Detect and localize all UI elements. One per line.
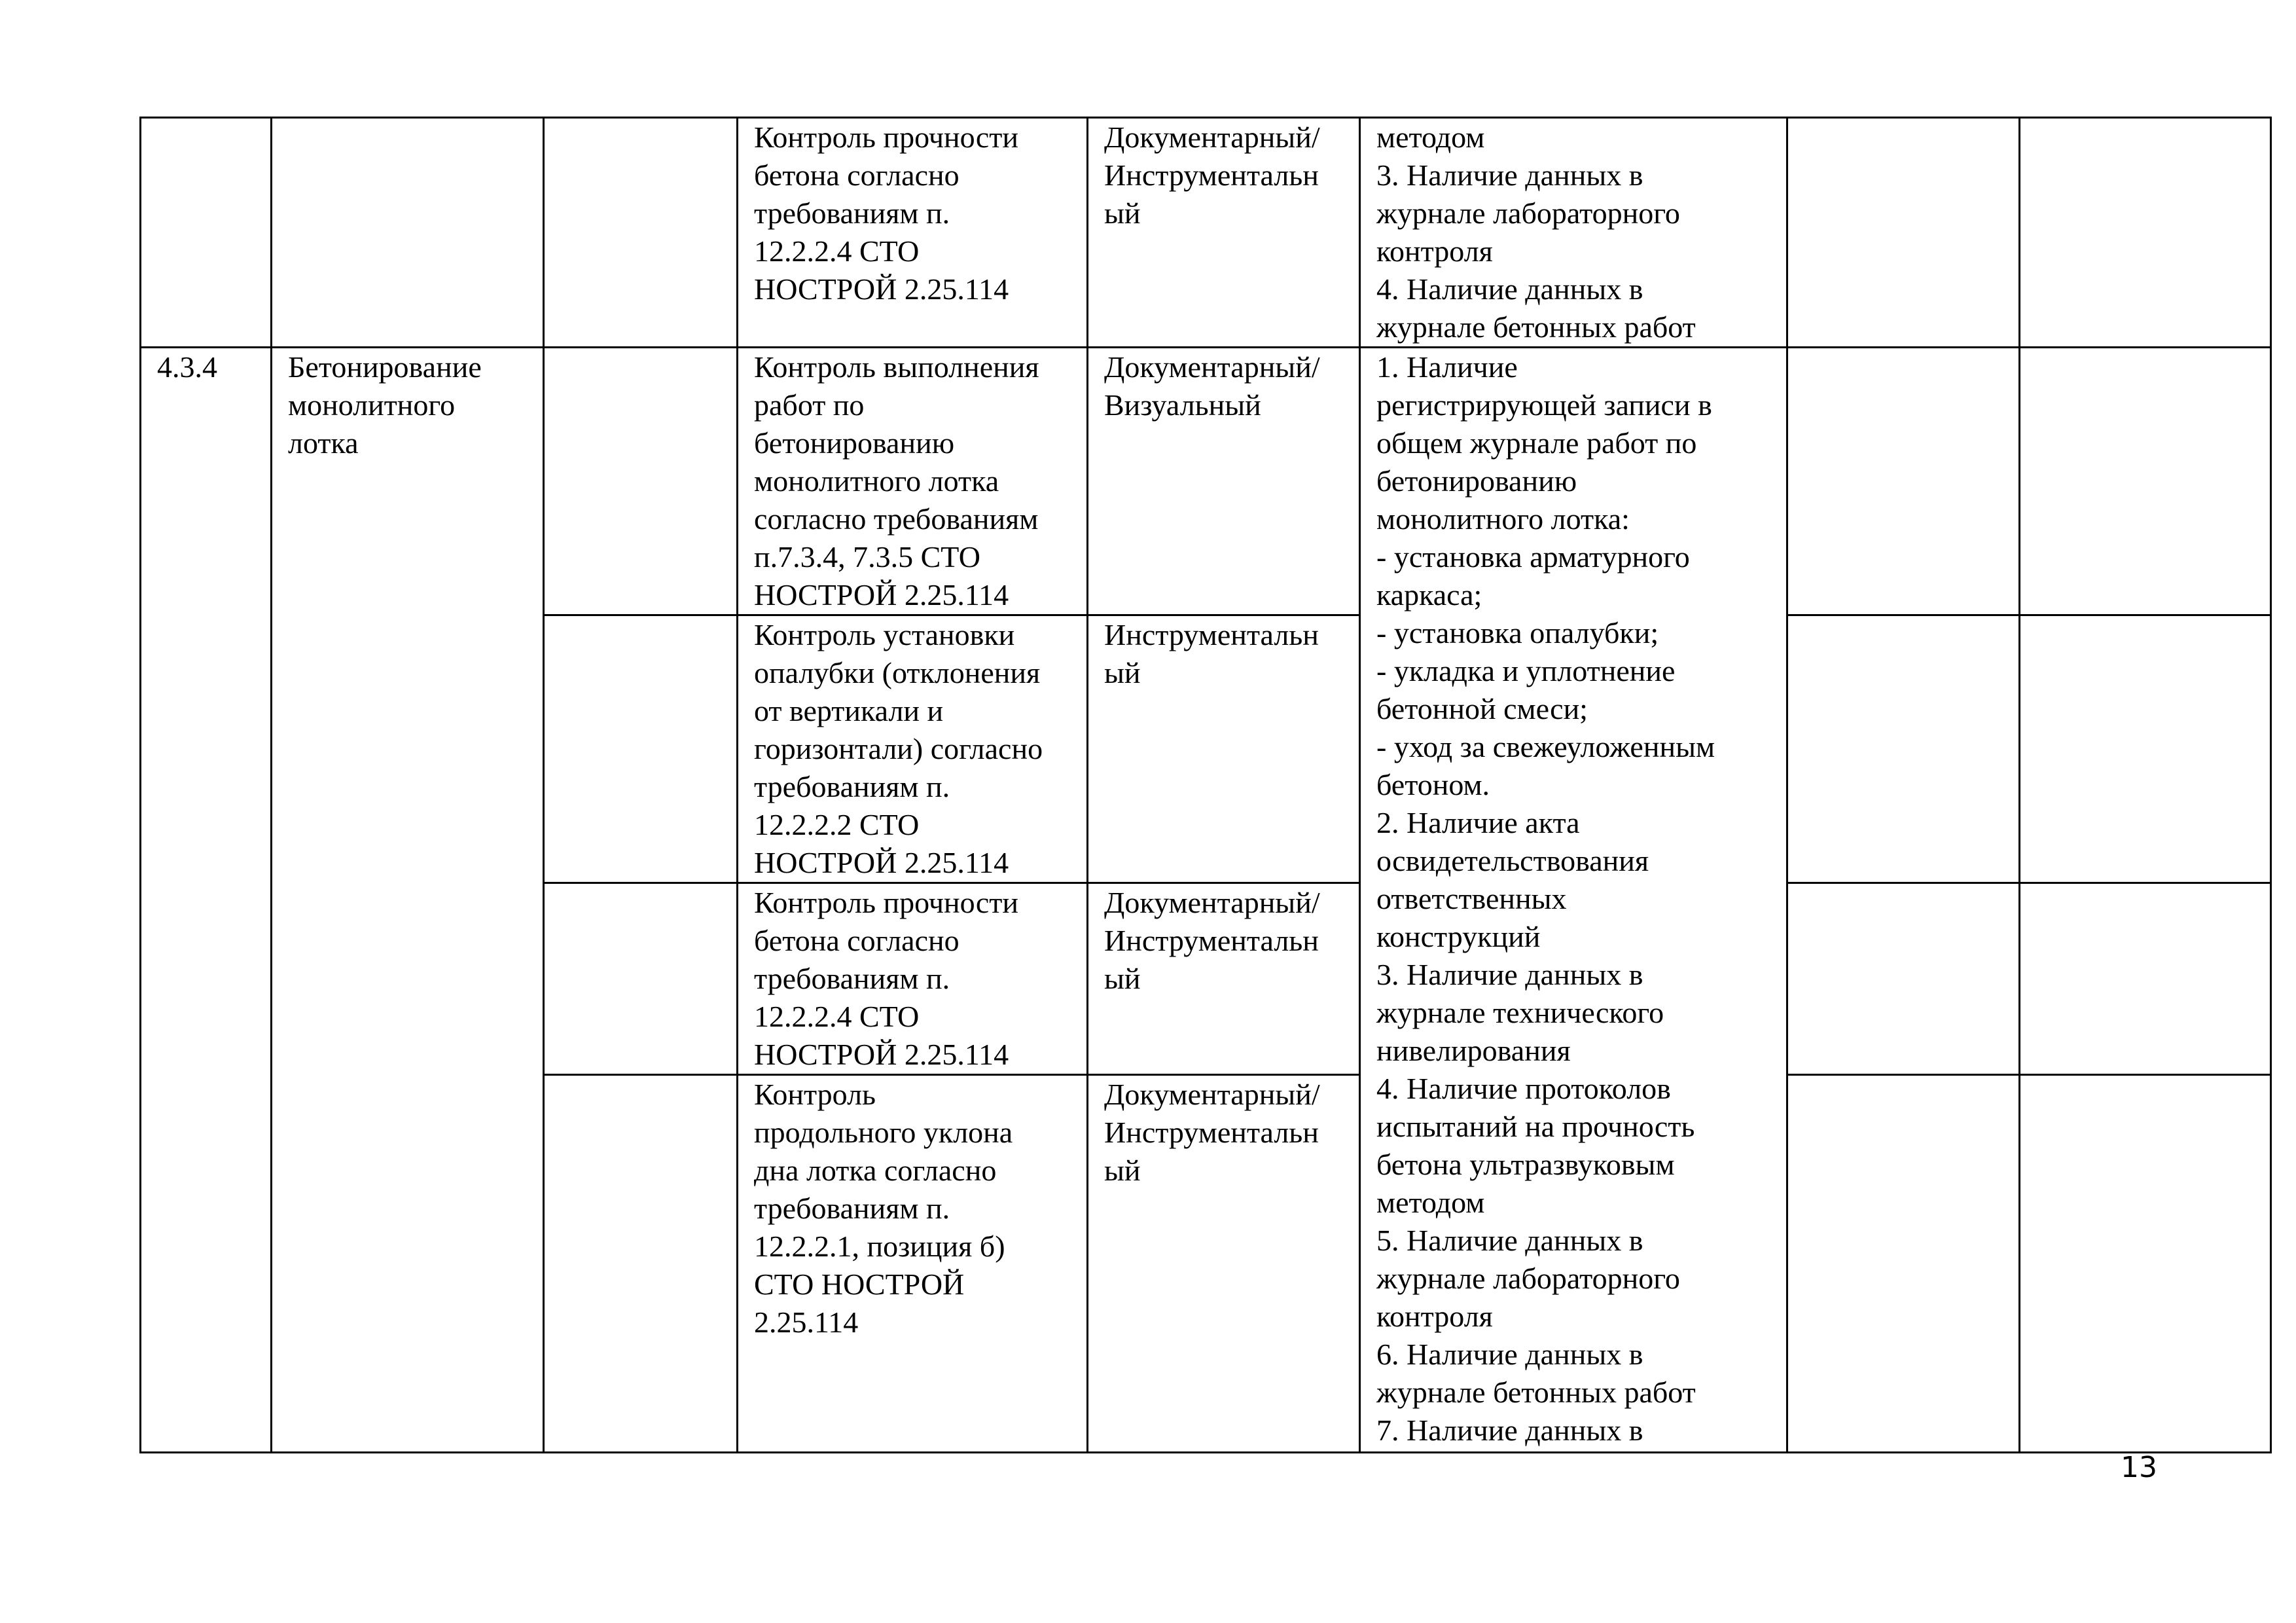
empty-cell (2020, 348, 2271, 615)
control-description-cell: Контроль установки опалубки (отклонения от вертикали и горизонтали) согласно требованиям п. 12.2.2.2 СТО НОСТРОЙ 2.25.114 (738, 615, 1088, 883)
operation-cell (544, 118, 738, 348)
work-name-cell: Бетонирование монолитного лотка (272, 348, 544, 1453)
empty-cell (2020, 1075, 2271, 1453)
documentation-cell: методом 3. Наличие данных в журнале лабораторного контроля 4. Наличие данных в журнале бетонных работ (1360, 118, 1787, 348)
operation-cell (544, 615, 738, 883)
control-description-cell: Контроль прочности бетона согласно требованиям п. 12.2.2.4 СТО НОСТРОЙ 2.25.114 (738, 118, 1088, 348)
empty-cell (1787, 615, 2020, 883)
table-row (141, 348, 2271, 615)
empty-cell (1787, 883, 2020, 1075)
empty-cell (2020, 118, 2271, 348)
control-method-cell: Инструментальн ый (1088, 615, 1360, 883)
empty-cell (1787, 1075, 2020, 1453)
documentation-cell: 1. Наличие регистрирующей записи в общем журнале работ по бетонированию монолитного лотка: - установка арматурного каркаса; - установка опалубки; - укладка и уплотнение бетонной смеси; - уход за свежеуложенным бетоном. 2. Наличие акта освидетельствования ответственных конструкций 3. Наличие данных в журнале технического нивелирования 4. Наличие протоколов испытаний на прочность бетона ультразвуковым методом 5. Наличие данных в журнале лабораторного контроля 6. Наличие данных в журнале бетонных работ 7. Наличие данных в (1360, 348, 1787, 1453)
operation-cell (544, 883, 738, 1075)
item-number-cell (141, 118, 272, 348)
control-method-cell: Документарный/ Инструментальн ый (1088, 118, 1360, 348)
work-name-cell (272, 118, 544, 348)
operation-cell (544, 1075, 738, 1453)
inspection-table (139, 117, 2272, 1453)
empty-cell (1787, 118, 2020, 348)
operation-cell (544, 348, 738, 615)
empty-cell (1787, 348, 2020, 615)
control-description-cell: Контроль выполнения работ по бетонированию монолитного лотка согласно требованиям п.7.3.4, 7.3.5 СТО НОСТРОЙ 2.25.114 (738, 348, 1088, 615)
item-number-cell: 4.3.4 (141, 348, 272, 1453)
control-description-cell: Контроль продольного уклона дна лотка согласно требованиям п. 12.2.2.1, позиция б) СТО НОСТРОЙ 2.25.114 (738, 1075, 1088, 1453)
control-description-cell: Контроль прочности бетона согласно требованиям п. 12.2.2.4 СТО НОСТРОЙ 2.25.114 (738, 883, 1088, 1075)
page-number: 13 (2121, 1451, 2157, 1484)
control-method-cell: Документарный/ Инструментальн ый (1088, 1075, 1360, 1453)
control-method-cell: Документарный/ Инструментальн ый (1088, 883, 1360, 1075)
empty-cell (2020, 615, 2271, 883)
control-method-cell: Документарный/ Визуальный (1088, 348, 1360, 615)
table-row (141, 118, 2271, 348)
empty-cell (2020, 883, 2271, 1075)
